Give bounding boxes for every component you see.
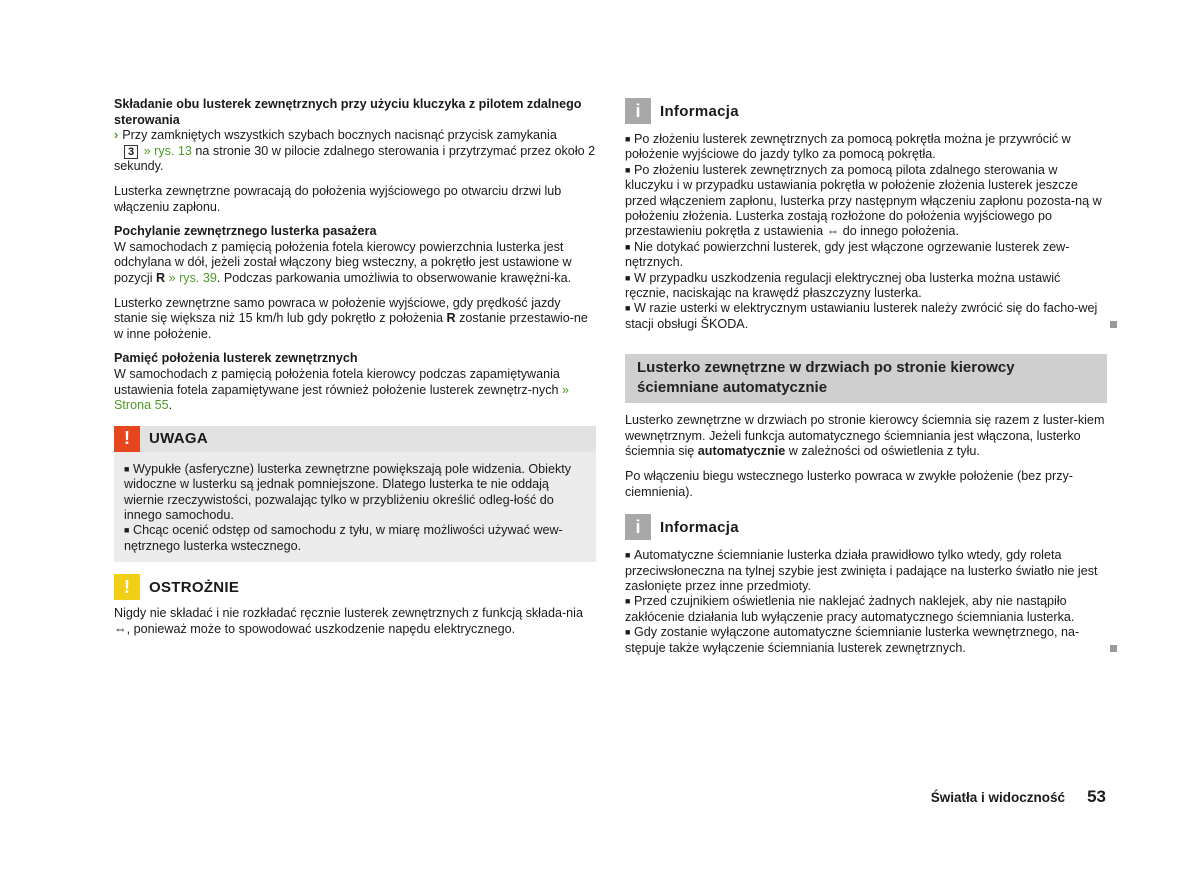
- bullet-icon: ■: [625, 134, 631, 144]
- info-item: ■ Przed czujnikiem oświetlenia nie naklejać żadnych naklejek, aby nie nastąpiło zakłócenie działania lub wyłączenie pracy automatycznego ściemniania lusterka.: [625, 594, 1075, 624]
- bullet-icon: ■: [625, 627, 631, 638]
- heading-mirror-memory: Pamięć położenia lusterek zewnętrznych: [114, 351, 358, 366]
- bullet-icon: ■: [625, 596, 631, 607]
- warning-exclamation-icon: !: [114, 426, 140, 452]
- paragraph-mirror-memory: W samochodach z pamięcią położenia fotela kierowcy podczas zapamiętywania ustawienia fotela zapamiętywane jest również położenie lusterek zewnętrz-nych » Strona 55.: [114, 366, 570, 413]
- dial-r-symbol: R: [446, 311, 456, 326]
- warning-header: [114, 426, 596, 452]
- paragraph-tilt: W samochodach z pamięcią położenia fotela kierowcy powierzchnia lusterka jest odchylana w dół, jeżeli został włączony bieg wsteczny, a pokrętło jest ustawione w pozycji R » rys. 39. Podczas parkowania umożliwia to obserwowanie krawężni-ka.: [114, 239, 572, 285]
- paragraph-mirror-returns-speed: Lusterko zewnętrzne samo powraca w położenie wyjściowe, gdy prędkość jazdy stanie się większa niż 15 km/h lub gdy pokrętło z położenia R zostanie przestawio-ne w inne położenie.: [114, 295, 588, 341]
- info-item: ■ Nie dotykać powierzchni lusterek, gdy jest włączone ogrzewanie lusterek zew-nętrznych.: [625, 239, 1070, 270]
- right-column: [625, 98, 1107, 656]
- info-icon: i: [625, 514, 651, 540]
- end-of-section-icon: [1110, 645, 1117, 652]
- section-title-auto-dimming: Lusterko zewnętrzne w drzwiach po stronie kierowcy ściemniane automatycznie: [625, 354, 1107, 403]
- end-of-section-icon: [1110, 321, 1117, 328]
- info-item: ■ Gdy zostanie wyłączone automatyczne ściemnianie lusterka wewnętrznego, na-stępuje także wyłączenie ściemniania lusterek zewnętrznych.: [625, 625, 1107, 656]
- info-item: ■ W przypadku uszkodzenia regulacji elektrycznej oba lusterka można ustawić ręcznie, naciskając na krawędź płaszczyzny lusterka.: [625, 270, 1061, 301]
- bullet-icon: ■: [625, 550, 631, 561]
- warning-item: ■ Chcąc ocenić odstęp od samochodu z tyłu, w miarę możliwości używać wew-nętrznego lusterka wstecznego.: [124, 523, 563, 553]
- paragraph-mirrors-return: Lusterka zewnętrzne powracają do położenia wyjściowego po otwarciu drzwi lub włączeniu zapłonu.: [114, 183, 562, 214]
- fold-mirror-symbol-icon: ⇔: [114, 621, 127, 636]
- link-fig-39[interactable]: » rys. 39: [168, 270, 217, 285]
- chapter-title: Światła i widoczność: [930, 790, 1066, 805]
- link-page-55[interactable]: » Strona 55: [114, 382, 570, 413]
- info-header-1: [625, 98, 1107, 124]
- dial-r-symbol: R: [156, 270, 166, 285]
- info-item: ■ W razie usterki w elektrycznym ustawianiu lusterek należy zwrócić się do facho-wej stacji obsługi ŠKODA.: [625, 301, 1107, 332]
- info-item: ■ Po złożeniu lusterek zewnętrznych za pomocą pilota zdalnego sterowania w kluczyku i w przypadku ustawiania pokrętła w położenie złożenia lusterek jeszcze przed włączeniem zapłonu, lusterka przy następnym włączeniu zapłonu pozosta-ną w położeniu złożenia. Lusterka zostają rozłożone do położenia wyjściowego po przestawieniu pokrętła z ustawienia ⇔ do innego położenia.: [625, 162, 1102, 239]
- bullet-icon: ■: [124, 463, 130, 474]
- info-item: ■ Po złożeniu lusterek zewnętrznych za pomocą pokrętła można je przywrócić w położenie wyjściowe do jazdy tylko za pomocą pokrętła.: [625, 132, 1071, 162]
- paragraph-auto-dimming: Lusterko zewnętrzne w drzwiach po stronie kierowcy ściemnia się razem z luster-kiem wewnętrznym. Jeżeli funkcja automatycznego ściemniania jest włączona, lusterko ściemnia się automatycznie w zależności od oświetlenia z tyłu.: [625, 413, 1105, 459]
- step-fold-mirrors: › Przy zamkniętych wszystkich szybach bocznych nacisnąć przycisk zamykania 3 » rys. 13 na stronie 30 w pilocie zdalnego sterowania i przytrzymać przez około 2 sekundy.: [114, 128, 596, 174]
- caution-title: OSTROŻNIE: [149, 578, 240, 596]
- caution-header: [114, 574, 596, 600]
- link-fig-13[interactable]: » rys. 13: [143, 143, 192, 158]
- info-body-2: [625, 548, 1107, 656]
- info-title-2: Informacja: [660, 518, 739, 536]
- warning-title: UWAGA: [149, 430, 208, 448]
- info-body-1: [625, 132, 1107, 332]
- bullet-icon: ■: [625, 272, 631, 283]
- info-item: ■ Automatyczne ściemnianie lusterka działa prawidłowo tylko wtedy, gdy roleta przeciwsłoneczna na tylnej szybie jest zwinięta i padające na lusterko światło nie jest zasłonięte przez inne przedmioty.: [625, 548, 1098, 594]
- arrow-right-icon: ›: [114, 128, 119, 143]
- warning-item: ■ Wypukłe (asferyczne) lusterka zewnętrzne powiększają pole widzenia. Obiekty widoczne w lusterku są jednak pomniejszone. Dlatego lusterka te nie oddają wiernie rzeczywistości, pozwalając tylko w przybliżeniu określić odleg-łość do innego samochodu.: [124, 461, 572, 522]
- bullet-icon: ■: [625, 164, 631, 175]
- caution-text: Nigdy nie składać i nie rozkładać ręcznie lusterek zewnętrznych z funkcją składa-nia ⇔, ponieważ może to spowodować uszkodzenie napędu elektrycznego.: [114, 606, 583, 636]
- bullet-icon: ■: [124, 525, 130, 536]
- warning-body: [114, 452, 596, 562]
- info-title-1: Informacja: [660, 102, 739, 120]
- left-column: [114, 97, 596, 637]
- heading-tilt-passenger-mirror: Pochylanie zewnętrznego lusterka pasażera: [114, 224, 377, 239]
- lock-button-key-label: 3: [124, 145, 138, 159]
- info-header-2: [625, 514, 1107, 540]
- bullet-icon: ■: [625, 241, 631, 252]
- info-icon: i: [625, 98, 651, 124]
- heading-fold-mirrors: Składanie obu lusterek zewnętrznych przy użyciu kluczyka z pilotem zdalnego sterowania: [114, 97, 582, 127]
- bullet-icon: ■: [625, 303, 631, 314]
- paragraph-reverse-gear: Po włączeniu biegu wstecznego lusterko powraca w zwykłe położenie (bez przy-ciemnienia).: [625, 469, 1073, 499]
- page-footer: [931, 787, 1106, 807]
- page-number: 53: [1087, 787, 1106, 806]
- caution-exclamation-icon: !: [114, 574, 140, 600]
